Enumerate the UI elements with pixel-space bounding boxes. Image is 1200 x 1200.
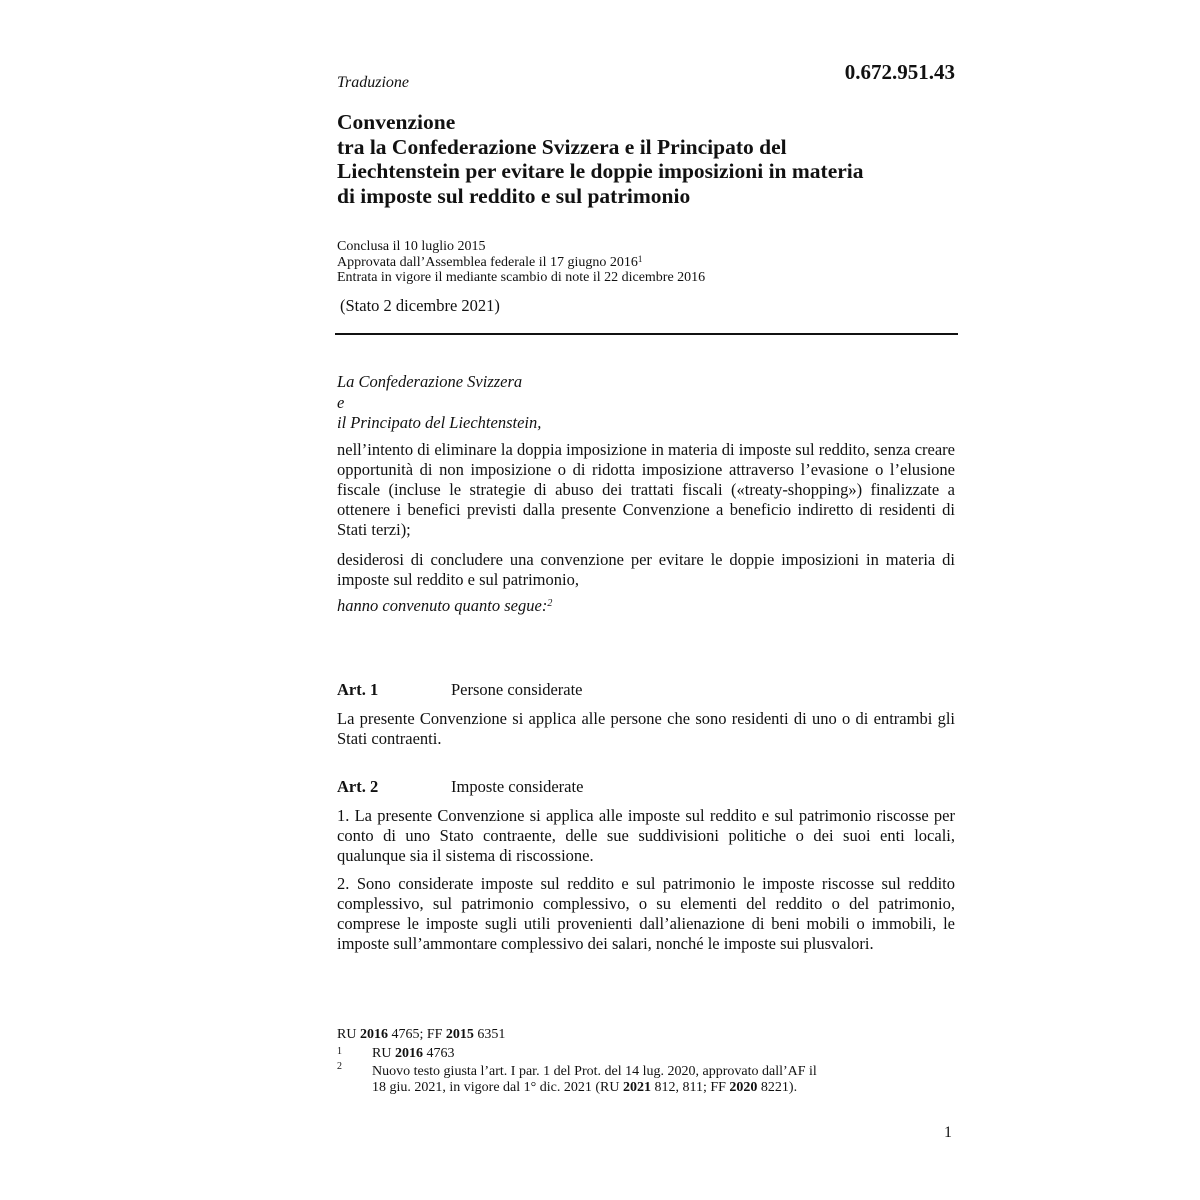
footnote-1-marker: 1 — [337, 1046, 342, 1057]
approved-text: Approvata dall’Assemblea federale il 17 giugno 2016 — [337, 254, 638, 270]
preamble-desire: desiderosi di concludere una convenzione per evitare le doppie imposizioni in materia di imposte sul reddito e sul patrimonio, — [337, 550, 955, 589]
article-number: Art. 1 — [337, 680, 379, 699]
footnote-ref-2[interactable]: 2 — [547, 598, 553, 609]
ff-year: 2015 — [445, 1027, 474, 1042]
footnote-1-text — [372, 1046, 932, 1062]
title-line: tra la Confederazione Svizzera e il Principato del — [337, 134, 787, 159]
translation-label: Traduzione — [337, 74, 410, 91]
concluded-date: Conclusa il 10 luglio 2015 — [337, 239, 486, 254]
title-line: di imposte sul reddito e sul patrimonio — [337, 183, 691, 208]
document-title — [337, 110, 957, 208]
agreed-text: hanno convenuto quanto segue: — [337, 596, 548, 615]
ru-label: RU — [337, 1027, 360, 1042]
source-reference — [337, 1027, 505, 1043]
ru-pages: 4763 — [422, 1046, 455, 1061]
contracting-parties — [337, 372, 957, 434]
party-conjunction: e — [337, 392, 345, 412]
party-switzerland: La Confederazione Svizzera — [337, 372, 523, 391]
state-date: (Stato 2 dicembre 2021) — [340, 296, 500, 315]
fn2-text-b: 812, 811; FF — [650, 1079, 730, 1095]
footnote-2-text — [372, 1064, 932, 1095]
footnote-2-marker: 2 — [337, 1061, 342, 1072]
article-2-paragraph-1: 1. La presente Convenzione si applica alle imposte sul reddito e sul patrimonio riscosse per conto di uno Stato contraente, delle sue suddivisioni politiche o dei suoi enti locali, qualunque sia il sistema di riscossione. — [337, 806, 955, 865]
fn2-text-a: 18 giu. 2021, in vigore dal 1° dic. 2021 (RU — [372, 1079, 623, 1095]
header-divider — [335, 333, 958, 335]
article-number: Art. 2 — [337, 777, 379, 796]
ru-year: 2021 — [622, 1079, 651, 1095]
ru-year: 2016 — [359, 1027, 388, 1042]
footnote-2-line-2 — [372, 1080, 932, 1096]
document-metadata — [337, 239, 957, 286]
ff-year: 2020 — [729, 1079, 758, 1095]
article-1-paragraph: La presente Convenzione si applica alle persone che sono residenti di uno o di entrambi gli Stati contraenti. — [337, 709, 955, 748]
page-number: 1 — [944, 1124, 952, 1141]
ff-pages: 6351 — [473, 1027, 506, 1042]
preamble-agreed — [337, 596, 552, 616]
ru-label: RU — [372, 1046, 395, 1061]
article-title: Persone considerate — [451, 680, 583, 699]
article-1-heading — [337, 680, 957, 700]
footnote-ref-1[interactable]: 1 — [637, 253, 643, 264]
approved-date — [337, 255, 957, 271]
article-2-paragraph-2: 2. Sono considerate imposte sul reddito e sul patrimonio le imposte riscosse sul reddito complessivo, sul patrimonio complessivo, o su elementi del reddito o del patrimonio, comprese le imposte sugli utili provenienti dall’alienazione di beni mobili o immobili, le imposte sull’ammontare complessivo dei salari, nonché le imposte sui plusvalori. — [337, 874, 955, 953]
document-number: 0.672.951.43 — [844, 60, 955, 84]
preamble-intent: nell’intento di eliminare la doppia imposizione in materia di imposte sul reddito, senza creare opportunità di non imposizione o di ridotta imposizione attraverso l’evasione o l’elusione fiscale (incluse le strategie di abuso dei trattati fiscali («treaty-shopping») finalizzate a ottenere i benefici previsti dalla presente Convenzione a beneficio indiretto di residenti di Stati terzi); — [337, 440, 955, 539]
title-line: Convenzione — [337, 110, 456, 134]
in-force-date: Entrata in vigore il mediante scambio di note il 22 dicembre 2016 — [337, 270, 706, 285]
ru-pages: 4765; FF — [387, 1027, 446, 1042]
party-liechtenstein: il Principato del Liechtenstein, — [337, 413, 542, 432]
article-title: Imposte considerate — [451, 777, 584, 796]
title-line: Liechtenstein per evitare le doppie imposizioni in materia — [337, 159, 864, 183]
ru-year: 2016 — [394, 1046, 423, 1061]
article-2-heading — [337, 777, 957, 797]
footnote-2-line-1: Nuovo testo giusta l’art. I par. 1 del Prot. del 14 lug. 2020, approvato dall’AF il — [372, 1064, 817, 1079]
fn2-text-c: 8221). — [757, 1079, 798, 1095]
